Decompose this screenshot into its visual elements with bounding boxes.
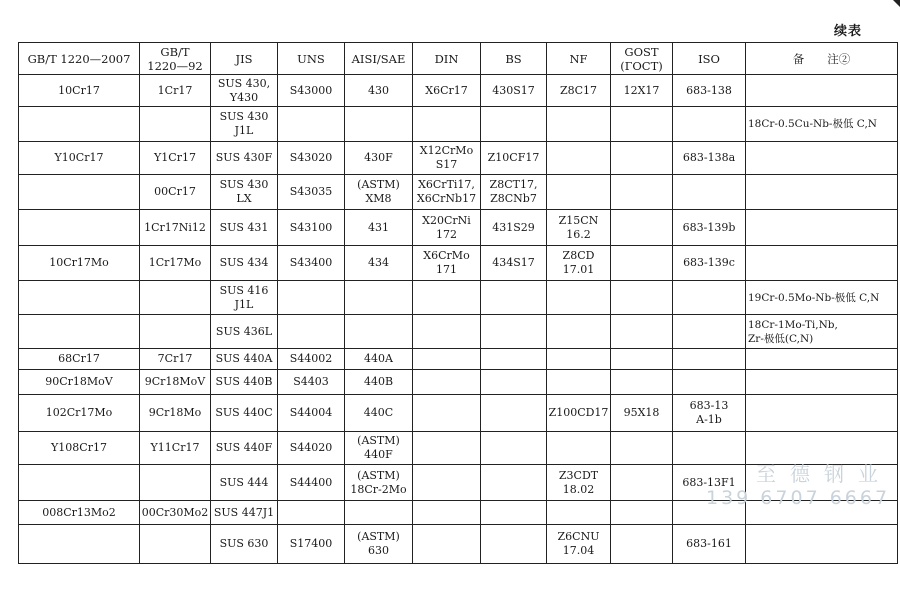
cell-aisi: (ASTM) 630 <box>345 525 413 564</box>
cell-uns <box>278 281 345 315</box>
cell-gb2007 <box>19 281 140 315</box>
cell-gb92 <box>140 107 211 142</box>
cell-aisi: 440A <box>345 349 413 370</box>
cell-notes <box>746 142 898 175</box>
cell-din <box>413 281 481 315</box>
cell-jis: SUS 630 <box>211 525 278 564</box>
cell-iso <box>673 175 746 210</box>
cell-notes <box>746 370 898 395</box>
cell-jis: SUS 431 <box>211 210 278 246</box>
cell-din <box>413 315 481 349</box>
cell-bs: 430S17 <box>481 75 547 107</box>
cell-gost <box>611 107 673 142</box>
cell-gost <box>611 349 673 370</box>
cell-gb2007: 10Cr17Mo <box>19 246 140 281</box>
header-uns: UNS <box>278 43 345 75</box>
cell-uns <box>278 107 345 142</box>
watermark-phone: 139 6707 6667 <box>706 487 891 509</box>
cell-nf: Z8C17 <box>547 75 611 107</box>
cell-gost <box>611 315 673 349</box>
cell-gb92: 00Cr30Mo2 <box>140 501 211 525</box>
cell-nf <box>547 175 611 210</box>
cell-din: X6CrTi17, X6CrNb17 <box>413 175 481 210</box>
cell-aisi <box>345 107 413 142</box>
cell-iso: 683-161 <box>673 525 746 564</box>
header-gost: GOST (ГОСТ) <box>611 43 673 75</box>
cell-gb92 <box>140 465 211 501</box>
cell-aisi: (ASTM) XM8 <box>345 175 413 210</box>
header-row <box>19 43 898 75</box>
watermark-company: 至德钢业 <box>756 462 892 486</box>
cell-gb2007 <box>19 107 140 142</box>
table-row <box>19 175 898 210</box>
cell-notes <box>746 432 898 465</box>
cell-nf: Z15CN 16.2 <box>547 210 611 246</box>
cell-jis: SUS 440B <box>211 370 278 395</box>
cell-iso <box>673 281 746 315</box>
cell-gb92: 1Cr17 <box>140 75 211 107</box>
cell-iso: 683-139b <box>673 210 746 246</box>
cell-gb92 <box>140 525 211 564</box>
table-row <box>19 370 898 395</box>
cell-jis: SUS 430F <box>211 142 278 175</box>
cell-uns: S43035 <box>278 175 345 210</box>
cell-bs <box>481 349 547 370</box>
cell-din <box>413 370 481 395</box>
cell-din <box>413 432 481 465</box>
cell-gb92: 9Cr18Mo <box>140 395 211 432</box>
header-din: DIN <box>413 43 481 75</box>
cell-aisi: 440B <box>345 370 413 395</box>
cell-gb2007: 008Cr13Mo2 <box>19 501 140 525</box>
cell-bs <box>481 107 547 142</box>
cell-iso: 683-138a <box>673 142 746 175</box>
cell-gost <box>611 246 673 281</box>
cell-jis: SUS 440F <box>211 432 278 465</box>
cell-iso: 683-13F1 <box>673 465 746 501</box>
cell-gb92: 1Cr17Mo <box>140 246 211 281</box>
cell-gb92: Y11Cr17 <box>140 432 211 465</box>
cell-din <box>413 501 481 525</box>
cell-din: X12CrMo S17 <box>413 142 481 175</box>
cell-din <box>413 465 481 501</box>
cell-uns: S44002 <box>278 349 345 370</box>
cell-gb2007: 90Cr18MoV <box>19 370 140 395</box>
cell-iso: 683-139c <box>673 246 746 281</box>
cell-jis: SUS 447J1 <box>211 501 278 525</box>
table-row <box>19 432 898 465</box>
cell-uns <box>278 315 345 349</box>
table-row <box>19 107 898 142</box>
header-jis: JIS <box>211 43 278 75</box>
continued-label: 续表 <box>833 24 862 39</box>
cell-jis: SUS 436L <box>211 315 278 349</box>
cell-gb2007: Y10Cr17 <box>19 142 140 175</box>
cell-din <box>413 107 481 142</box>
cell-nf <box>547 315 611 349</box>
header-nf: NF <box>547 43 611 75</box>
cell-aisi: 430 <box>345 75 413 107</box>
cell-uns: S44400 <box>278 465 345 501</box>
cell-gb92: Y1Cr17 <box>140 142 211 175</box>
cell-notes <box>746 75 898 107</box>
cell-uns: S43000 <box>278 75 345 107</box>
cell-gost: 12X17 <box>611 75 673 107</box>
cell-aisi: (ASTM) 440F <box>345 432 413 465</box>
cell-iso: 683-138 <box>673 75 746 107</box>
cell-din <box>413 349 481 370</box>
cell-iso <box>673 370 746 395</box>
steel-grade-comparison-table <box>18 42 898 564</box>
cell-jis: SUS 440C <box>211 395 278 432</box>
cell-gost <box>611 465 673 501</box>
cell-notes <box>746 175 898 210</box>
cell-gb2007 <box>19 210 140 246</box>
cell-gb2007: 102Cr17Mo <box>19 395 140 432</box>
cell-nf: Z6CNU 17.04 <box>547 525 611 564</box>
cell-nf <box>547 142 611 175</box>
cell-iso <box>673 315 746 349</box>
cell-gost: 95X18 <box>611 395 673 432</box>
cell-din: X6Cr17 <box>413 75 481 107</box>
cell-aisi <box>345 315 413 349</box>
cell-iso <box>673 349 746 370</box>
cell-bs: 431S29 <box>481 210 547 246</box>
cell-nf <box>547 370 611 395</box>
cell-uns: S43100 <box>278 210 345 246</box>
cell-bs <box>481 370 547 395</box>
cell-gb2007 <box>19 465 140 501</box>
table-row <box>19 395 898 432</box>
cell-gb2007: 68Cr17 <box>19 349 140 370</box>
header-gb92: GB/T 1220—92 <box>140 43 211 75</box>
cell-uns <box>278 501 345 525</box>
cell-bs: 434S17 <box>481 246 547 281</box>
cell-gb2007 <box>19 315 140 349</box>
header-bs: BS <box>481 43 547 75</box>
cell-uns: S4403 <box>278 370 345 395</box>
cell-iso <box>673 432 746 465</box>
cell-iso: 683-13 A-1b <box>673 395 746 432</box>
cell-din <box>413 525 481 564</box>
cell-gost <box>611 175 673 210</box>
cell-aisi: (ASTM) 18Cr-2Mo <box>345 465 413 501</box>
cell-nf <box>547 281 611 315</box>
cell-nf <box>547 501 611 525</box>
cell-gb92 <box>140 281 211 315</box>
cell-gb92: 7Cr17 <box>140 349 211 370</box>
cell-din <box>413 395 481 432</box>
cell-aisi <box>345 281 413 315</box>
cell-gost <box>611 281 673 315</box>
cell-notes: 19Cr-0.5Mo-Nb-极低 C,N <box>746 281 898 315</box>
table-row <box>19 525 898 564</box>
cell-gb2007 <box>19 175 140 210</box>
cell-aisi: 430F <box>345 142 413 175</box>
header-gb2007: GB/T 1220—2007 <box>19 43 140 75</box>
cell-din: X20CrNi 172 <box>413 210 481 246</box>
table-body <box>19 75 898 564</box>
cell-notes: 18Cr-1Mo-Ti,Nb, Zr-极低(C,N) <box>746 315 898 349</box>
cell-jis: SUS 416 J1L <box>211 281 278 315</box>
cell-aisi: 434 <box>345 246 413 281</box>
cell-gost <box>611 210 673 246</box>
table-row <box>19 501 898 525</box>
cell-gb2007: 10Cr17 <box>19 75 140 107</box>
cell-uns: S44004 <box>278 395 345 432</box>
table-row <box>19 246 898 281</box>
cell-nf <box>547 107 611 142</box>
cell-gb92: 1Cr17Ni12 <box>140 210 211 246</box>
cell-gost <box>611 142 673 175</box>
table-row <box>19 281 898 315</box>
cell-nf <box>547 349 611 370</box>
corner-mark <box>893 0 900 7</box>
header-notes: 备 注② <box>746 43 898 75</box>
cell-uns: S17400 <box>278 525 345 564</box>
cell-jis: SUS 444 <box>211 465 278 501</box>
cell-bs <box>481 525 547 564</box>
cell-bs: Z8CT17, Z8CNb7 <box>481 175 547 210</box>
cell-nf: Z100CD17 <box>547 395 611 432</box>
cell-uns: S44020 <box>278 432 345 465</box>
cell-uns: S43020 <box>278 142 345 175</box>
cell-jis: SUS 440A <box>211 349 278 370</box>
cell-gb2007: Y108Cr17 <box>19 432 140 465</box>
cell-notes <box>746 349 898 370</box>
table-row <box>19 315 898 349</box>
cell-gost <box>611 501 673 525</box>
cell-jis: SUS 430 J1L <box>211 107 278 142</box>
cell-bs <box>481 315 547 349</box>
table-row <box>19 210 898 246</box>
cell-jis: SUS 430 LX <box>211 175 278 210</box>
cell-iso <box>673 501 746 525</box>
cell-aisi: 440C <box>345 395 413 432</box>
cell-bs: Z10CF17 <box>481 142 547 175</box>
cell-notes <box>746 465 898 501</box>
cell-bs <box>481 395 547 432</box>
cell-uns: S43400 <box>278 246 345 281</box>
header-aisi: AISI/SAE <box>345 43 413 75</box>
cell-nf: Z3CDT 18.02 <box>547 465 611 501</box>
table-row <box>19 142 898 175</box>
cell-bs <box>481 465 547 501</box>
cell-gb92: 00Cr17 <box>140 175 211 210</box>
cell-gost <box>611 432 673 465</box>
cell-iso <box>673 107 746 142</box>
cell-notes <box>746 525 898 564</box>
table-row <box>19 75 898 107</box>
cell-notes: 18Cr-0.5Cu-Nb-极低 C,N <box>746 107 898 142</box>
table-row <box>19 465 898 501</box>
header-iso: ISO <box>673 43 746 75</box>
cell-din: X6CrMo 171 <box>413 246 481 281</box>
cell-gost <box>611 525 673 564</box>
cell-notes <box>746 395 898 432</box>
cell-aisi <box>345 501 413 525</box>
cell-bs <box>481 501 547 525</box>
cell-notes <box>746 210 898 246</box>
cell-bs <box>481 281 547 315</box>
cell-gb2007 <box>19 525 140 564</box>
cell-aisi: 431 <box>345 210 413 246</box>
table-row <box>19 349 898 370</box>
cell-gost <box>611 370 673 395</box>
cell-gb92 <box>140 315 211 349</box>
cell-nf: Z8CD 17.01 <box>547 246 611 281</box>
cell-bs <box>481 432 547 465</box>
cell-nf <box>547 432 611 465</box>
cell-gb92: 9Cr18MoV <box>140 370 211 395</box>
cell-notes <box>746 501 898 525</box>
cell-notes <box>746 246 898 281</box>
cell-jis: SUS 430, Y430 <box>211 75 278 107</box>
cell-jis: SUS 434 <box>211 246 278 281</box>
